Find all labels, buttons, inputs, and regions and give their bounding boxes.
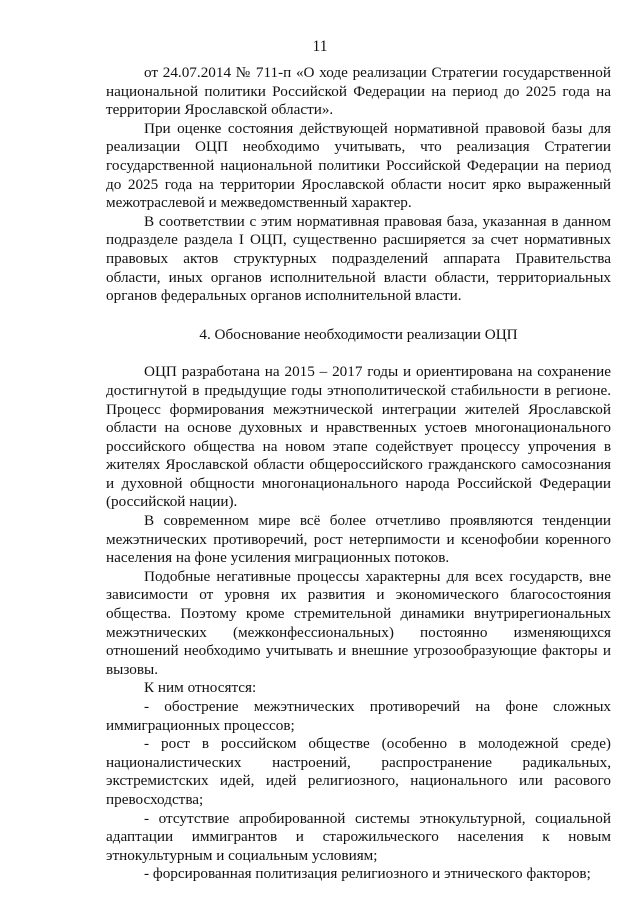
paragraph-negative-processes: Подобные негативные процессы характерны для всех государств, вне зависимости от уровня их развития и экономического благосостояния общества. Поэтому кроме стремительной динамики внутрирегиональных межэтнических (межконфессиональных) постоянно изменяющихся отношений необходимо учитывать и внешние угрозообразующие факторы и вызовы.	[106, 567, 611, 678]
document-body	[106, 64, 611, 884]
page-number: 11	[312, 38, 328, 55]
paragraph-regulatory-assessment: При оценке состояния действующей нормативной правовой базы для реализации ОЦП необходимо учитывать, что реализация Стратегии государственной национальной политики Российской Федерации на период до 2025 года на территории Ярославской области носит ярко выраженный межотраслевой и межведомственный характер.	[106, 119, 611, 212]
paragraph-factors-intro: К ним относятся:	[144, 679, 257, 697]
list-item-factor: - рост в российском обществе (особенно в молодежной среде) националистических настроений, распространение радикальных, экстремистских идей, идей религиозного, национального или расового превосходства;	[106, 735, 611, 808]
paragraph-regulatory-expansion: В соответствии с этим нормативная правовая база, указанная в данном подразделе раздела I ОЦП, существенно расширяется за счет нормативных правовых актов структурных подразделений аппарата Правительства области, иных органов исполнительной власти области, территориальных органов федеральных органов исполнительной власти.	[106, 212, 611, 305]
section-heading: 4. Обоснование необходимости реализации ОЦП	[199, 325, 518, 343]
paragraph-modern-tendencies: В современном мире всё более отчетливо проявляются тенденции межэтнических противоречий, рост нетерпимости и ксенофобии коренного населения на фоне усиления миграционных потоков.	[106, 512, 611, 567]
list-item-factor: - форсированная политизация религиозного и этнического факторов;	[144, 865, 591, 883]
paragraph-program-purpose: ОЦП разработана на 2015 – 2017 годы и ориентирована на сохранение достигнутой в предыдущие годы этнополитической стабильности в регионе. Процесс формирования межэтнической интеграции жителей Ярославской области на основе духовных и нравственных устоев многонационального российского общества на новом этапе содействует процессу упрочения в жителях Ярославской области общероссийского гражданского самосознания и духовной общности многонационального народа Российской Федерации (российской нации).	[106, 363, 611, 511]
list-item-factor: - обострение межэтнических противоречий на фоне сложных иммиграционных процессов;	[106, 698, 611, 734]
paragraph-decree-reference: от 24.07.2014 № 711-п «О ходе реализации Стратегии государственной национальной политики Российской Федерации на период до 2025 года на территории Ярославской области».	[106, 64, 611, 119]
list-item-factor: - отсутствие апробированной системы этнокультурной, социальной адаптации иммигрантов и старожильческого населения к новым этнокультурным и социальным условиям;	[106, 809, 611, 864]
